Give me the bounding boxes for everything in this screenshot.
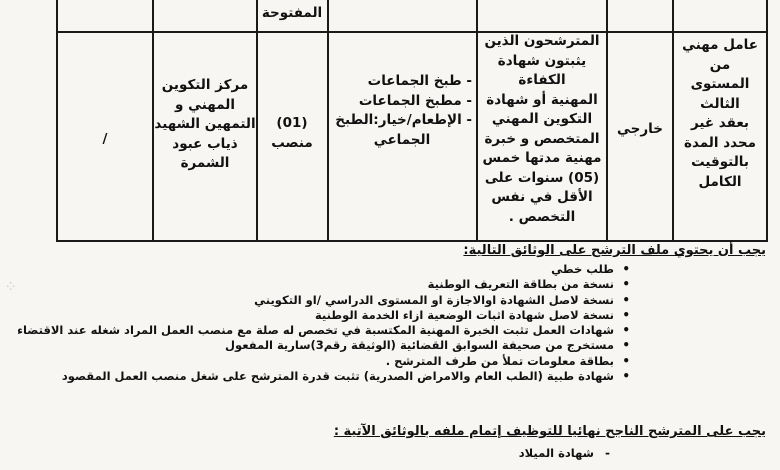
bleed-through-mark: ⁘ [6,280,16,293]
notes-cell: / [102,131,108,147]
location-cell: مركز التكوين المهني و التمهين الشهيد ذياب عبود الشمرة [154,77,256,171]
list-item: • طلب خطي [17,262,630,277]
table-col-border [56,0,58,242]
final-documents-heading: يجب على المترشح الناجح نهائيا للتوظيف إتمام ملفه بالوثائق الآتية : [333,424,766,439]
list-item: • شهادة طبية (الطب العام والامراض الصدرية) تثبت قدرة المترشح على شغل منصب العمل المقصود [17,369,630,384]
list-item: • نسخة لاصل شهادة اثبات الوضعية ازاء الخدمة الوطنية [17,308,630,323]
list-item: - شهادة الميلاد [519,446,610,461]
documents-list [17,262,630,384]
list-item: • بطاقة معلومات تملأ من طرف المترشح . [17,354,630,369]
specialties-cell: - طبخ الجماعات - مطبخ الجماعات - الإطعام/خيار:الطبخ الجماعي [335,73,472,148]
posts-count-cell: (01) منصب [271,115,313,151]
position-cell: عامل مهني من المستوى الثالث بعقد غير محدد المدة بالتوقيت الكامل [682,37,758,190]
conditions-cell: المترشحون الذين يثبتون شهادة الكفاءة المهنية أو شهادة التكوين المهني المتخصص و خبرة مهنية مدتها خمس (05) سنوات على الأقل في نفس التخصص . [482,33,602,225]
table-bottom-border [56,240,768,242]
table-col-border [327,0,329,242]
recruitment-table [56,0,768,244]
final-documents-list [519,446,610,461]
list-item: • نسخة لاصل الشهادة اوالاجازة او المستوى الدراسي /او التكويني [17,293,630,308]
header-applications-tail: المفتوحة [261,5,323,21]
list-item: • مستخرج من صحيفة السوابق القضائية (الوثيقة رقم3)سارية المفعول [17,338,630,353]
table-row-divider [56,31,768,33]
recruitment-mode-cell: خارجي [617,121,663,137]
list-item: • شهادات العمل تثبت الخبرة المهنية المكتسبة في تخصص له صلة مع منصب العمل المراد شغله عند الاقتضاء [17,323,630,338]
list-item: • نسخة من بطاقة التعريف الوطنية [17,277,630,292]
documents-heading: يجب أن يحتوي ملف الترشح على الوثائق التالية: [463,243,766,258]
table-col-border [766,0,768,242]
